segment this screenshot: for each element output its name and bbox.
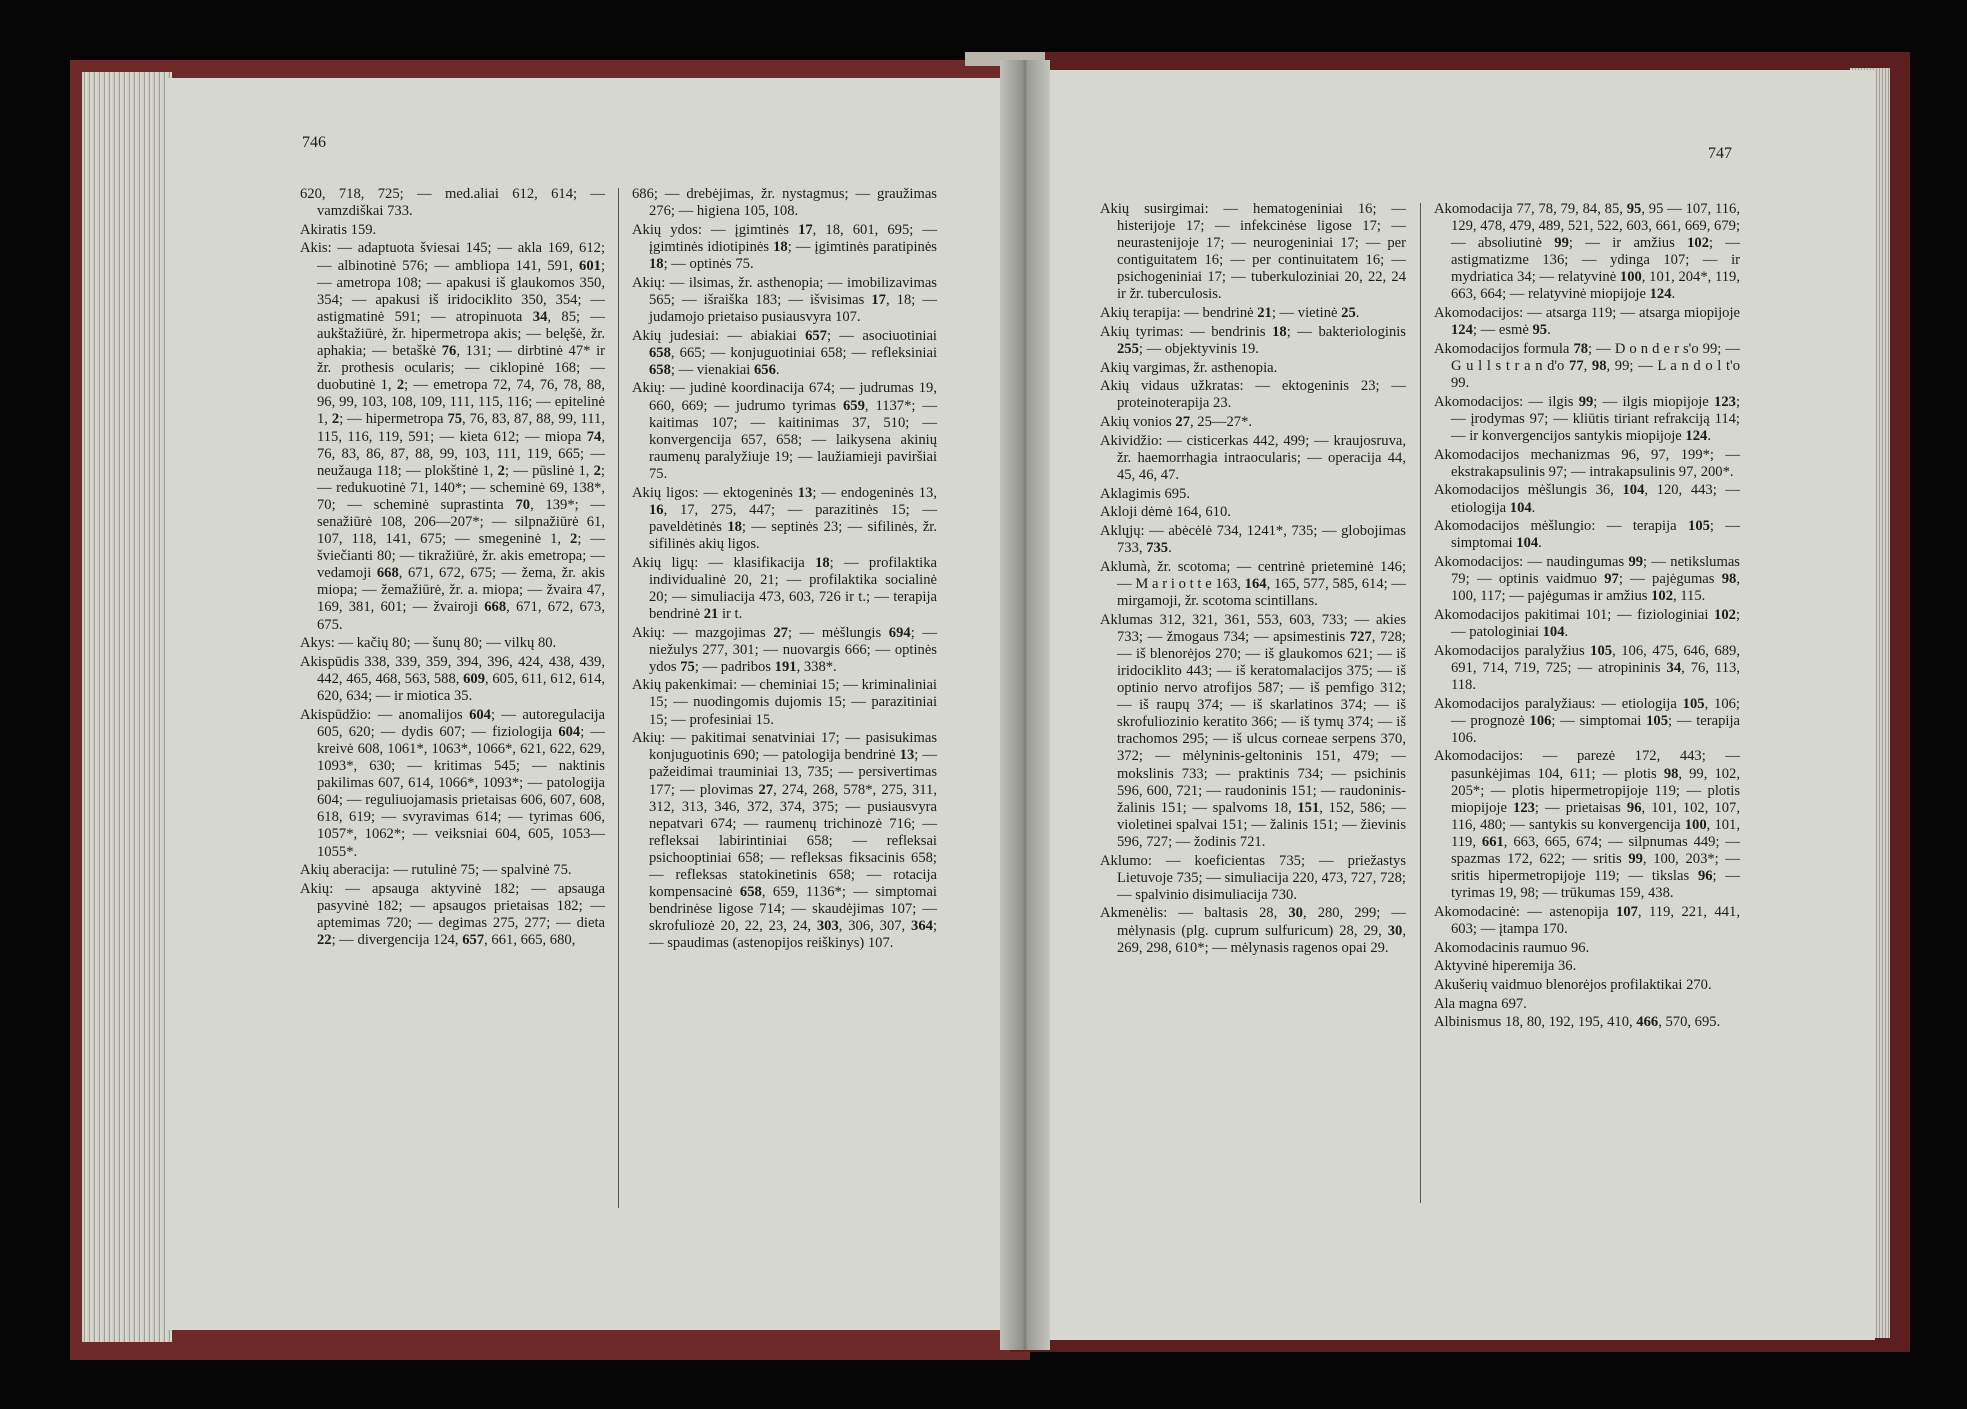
index-entry: Akmenėlis: — baltasis 28, 30, 280, 299; — mėlynasis (plg. cuprum sulfuricum) 28, 29, 30, 269, 298, 610*; — mėlynasis ragenos opai 29. bbox=[1100, 905, 1406, 956]
index-entry: Akių susirgimai: — hematogeniniai 16; — histerijoje 17; — infekcinėse ligose 17; — neurastenijoje 17; — neurogeniniai 17; — per contiguitatem 16; — per continuitatem 16; — psichogeniniai 17; — tuberkuloziniai 20, 22, 24 ir žr. tuberculosis. bbox=[1100, 201, 1406, 303]
index-entry: Akomodacijos: — ilgis 99; — ilgis miopijoje 123; — įrodymas 97; — kliūtis tiriant refrakciją 114; — ir konvergencijos santykis miopijoje 124. bbox=[1434, 393, 1740, 444]
index-entry: Akių vargimas, žr. asthenopia. bbox=[1100, 359, 1278, 376]
index-entry: Aklumà, žr. scotoma; — centrinė prieteminė 146; — M a r i o t t e 163, 164, 165, 577, 585, 614; — mirgamoji, žr. scotoma scintillans. bbox=[1100, 558, 1407, 609]
index-entry: Aklumo: — koeficientas 735; — priežastys Lietuvoje 735; — simuliacija 220, 473, 727, 728; — spalvinio disimuliacija 730. bbox=[1100, 852, 1406, 903]
right-page-number: 747 bbox=[1708, 145, 1732, 162]
right-column-rule bbox=[1420, 203, 1421, 1203]
index-entry: Akių judesiai: — abiakiai 657; — asociuotiniai 658, 665; — konjuguotiniai 658; — refleksiniai 658; — vienakiai 656. bbox=[632, 327, 937, 378]
index-entry: Akių aberacija: — rutulinė 75; — spalvinė 75. bbox=[300, 862, 572, 879]
index-entry: Albinismus 18, 80, 192, 195, 410, 466, 570, 695. bbox=[1434, 1014, 1721, 1031]
index-entry: Akių ydos: — įgimtinės 17, 18, 601, 695; — įgimtinės idiotipinės 18; — įgimtinės paratipinės 18; — optinės 75. bbox=[632, 221, 937, 272]
index-entry: Akių ligų: — klasifikacija 18; — profilaktika individualinė 20, 21; — profilaktika socialinė 20; — simuliacija 473, 603, 726 ir t.; — terapija bendrinė 21 ir t. bbox=[632, 554, 938, 622]
index-entry: Akių: — judinė koordinacija 674; — judrumas 19, 660, 669; — judrumo tyrimas 659, 1137*; — kaitimas 107; — kaitinimas 37, 510; — konvergencija 657, 658; — laikysena akinių raumenų paralyžiuje 19; — laužiamieji paviršiai 75. bbox=[632, 380, 937, 482]
index-entry: Akomodacijos pakitimai 101; — fiziologiniai 102; — patologiniai 104. bbox=[1434, 606, 1740, 640]
index-entry: Akloji dėmė 164, 610. bbox=[1100, 504, 1231, 521]
index-entry: Akių terapija: — bendrinė 21; — vietinė 25. bbox=[1100, 305, 1360, 322]
left-column-rule bbox=[618, 188, 619, 1208]
index-entry: Akių: — pakitimai senatviniai 17; — pasisukimas konjuguotinis 690; — patologija bendrinė 13; — pažeidimai trauminiai 13, 735; — persivertimas 177; — plovimas 27, 274, 268, 578*, 275, 311, 312, 313, 346, 372, 374, 375; — pusiausvyra nepatvari 674; — raumenų trichinozė 716; — refleksai labirintiniai 658; — refleksai psichooptiniai 658; — refleksas fiksacinis 658; — refleksas statokinetinis 658; — rotacija kompensacinė 658, 659, 1136*; — simptomai bendrinėse ligose 714; — skaudėjimas 107; — skrofuliozė 20, 22, 23, 24, 303, 306, 307, 364; — spaudimas (astenopijos reiškinys) 107. bbox=[632, 730, 938, 952]
index-entry: Akomodacijos paralyžius 105, 106, 475, 646, 689, 691, 714, 719, 725; — atropininis 34, 76, 113, 118. bbox=[1434, 642, 1741, 693]
index-entry: Akių vonios 27, 25—27*. bbox=[1100, 414, 1253, 431]
index-entry: Akomodacijos: — atsarga 119; — atsarga miopijoje 124; — esmė 95. bbox=[1434, 305, 1740, 339]
index-entry: Akispūdžio: — anomalijos 604; — autoregulacija 605, 620; — dydis 607; — fiziologija 604; — kreivė 608, 1061*, 1063*, 1066*, 621, 622, 629, 1093*, 630; — kritimas 545; — naktinis pakilimas 607, 614, 1066*, 1093*; — patologija 604; — reguliuojamasis prietaisas 606, 607, 608, 618, 619; — svyravimas 614; — tyrimas 606, 1057*, 1062*; — veiksniai 604, 605, 1053—1055*. bbox=[300, 706, 606, 860]
index-entry: Akomodacijos: — parezė 172, 443; — pasunkėjimas 104, 611; — plotis 98, 99, 102, 205*; — plotis hipermetropijoje 119; — plotis miopijoje 123; — prietaisas 96, 101, 102, 107, 116, 480; — santykis su konvergencija 100, 101, 119, 661, 663, 665, 674; — silpnumas 449; — spazmas 172, 622; — sritis 99, 100, 203*; — sritis hipermetropijoje 119; — tikslas 96; — tyrimas 19, 98; — trūkumas 159, 438. bbox=[1434, 748, 1740, 902]
page-edges-left bbox=[82, 72, 172, 1342]
index-entry: Akispūdis 338, 339, 359, 394, 396, 424, 438, 439, 442, 465, 468, 563, 588, 609, 605, 611, 612, 614, 620, 634; — ir miotica 35. bbox=[300, 653, 606, 705]
right-page-column-2 bbox=[1434, 201, 1740, 1033]
index-entry: Akomodacijos mėšlungio: — terapija 105; — simptomai 104. bbox=[1434, 518, 1740, 552]
index-entry: Akis: — adaptuota šviesai 145; — akla 169, 612; — albinotinė 576; — ambliopa 141, 591, 601; — ametropa 108; — apakusi iš glaukomos 350, 354; — apakusi iš iridociklito 350, 354; — astigmatinė 591; — atropinuota 34, 85; — aukštažiūrė, žr. hipermetropa akis; — belęšė, žr. aphakia; — betaškė 76, 131; — dirbtinė 47* ir žr. prothesis ocularis; — ciklopinė 168; — duobutinė 1, 2; — emetropa 72, 74, 76, 78, 88, 96, 99, 103, 108, 109, 111, 115, 116; — epitelinė 1, 2; — hipermetropa 75, 76, 83, 87, 88, 99, 111, 115, 116, 119, 591; — kieta 612; — miopa 74, 76, 83, 86, 87, 88, 99, 103, 111, 119, 665; — neužauga 118; — plokštinė 1, 2; — pūslinė 1, 2; — redukuotinė 71, 140*; — scheminė 69, 138*, 70; — scheminė suprastinta 70, 139*; — senažiūrė 108, 206—207*; — silpnažiūrė 61, 107, 118, 141, 675; — smegeninė 1, 2; — šviečianti 80; — tikražiūrė, žr. akis emetropa; — vedamoji 668, 671, 672, 675; — žema, žr. akis miopa; — žemažiūrė, žr. a. miopa; — žvaira 47, 169, 381, 601; — žvairoji 668, 671, 672, 673, 675. bbox=[300, 240, 606, 633]
index-entry: Akių ligos: — ektogeninės 13; — endogeninės 13, 16, 17, 275, 447; — parazitinės 15; — paveldėtinės 18; — septinės 23; — sifilinės, žr. sifilinės akių ligos. bbox=[632, 484, 938, 552]
left-page-number: 746 bbox=[302, 134, 326, 151]
index-entry: Akomodacijos: — naudingumas 99; — netikslumas 79; — optinis vaidmuo 97; — pajėgumas 98, 100, 117; — pajėgumas ir amžius 102, 115. bbox=[1434, 554, 1740, 605]
index-entry: Akomodacija 77, 78, 79, 84, 85, 95, 95 — 107, 116, 129, 478, 479, 489, 521, 522, 603, 661, 669, 679; — absoliutinė 99; — ir amžius 102; — astigmatizme 136; — ydinga 107; — ir mydriatica 34; — relatyvinė 100, 101, 204*, 119, 663, 664; — relatyvinė miopijoje 124. bbox=[1434, 201, 1740, 303]
index-entry: Akys: — kačių 80; — šunų 80; — vilkų 80. bbox=[300, 635, 557, 652]
index-entry: Akiratis 159. bbox=[300, 221, 377, 238]
index-entry: Akomodacijos formula 78; — D o n d e r s'o 99; — G u l l s t r a n d'o 77, 98, 99; — L a n d o l t'o 99. bbox=[1434, 340, 1740, 392]
index-entry: Akomodacijos mechanizmas 96, 97, 199*; — ekstrakapsulinis 97; — intrakapsulinis 97, 200*. bbox=[1434, 446, 1740, 480]
index-entry: Akušerių vaidmuo blenorėjos profilaktikai 270. bbox=[1434, 977, 1712, 994]
index-entry: Aklumas 312, 321, 361, 553, 603, 733; — akies 733; — žmogaus 734; — apsimestinis 727, 728; — iš blenorėjos 270; — iš glaukomos 621; — iš iridociklito 443; — iš keratomalacijos 375; — iš optinio nervo atrofijos 587; — iš pemfigo 312; — iš raupų 374; — iš skarlatinos 374; — iš skrofuliozinio keratito 366; — iš tymų 374; — iš trachomos 295; — iš ulcus corneae serpens 370, 372; — mėlyninis-geltoninis 151, 479; — mokslinis 733; — praktinis 734; — psichinis 596, 600, 721; — raudoninis 151; — raudoninis-žalinis 151; — spalvoms 18, 151, 152, 586; — violetinei spalvai 151; — žalinis 151; — žievinis 596, 727; — žodinis 721. bbox=[1100, 611, 1406, 850]
index-entry: Akių: — mazgojimas 27; — mėšlungis 694; — niežulys 277, 301; — nuovargis 666; — optinės ydos 75; — padribos 191, 338*. bbox=[632, 624, 938, 675]
index-entry: Akių vidaus užkratas: — ektogeninis 23; — proteinoterapija 23. bbox=[1100, 378, 1406, 412]
left-page-column-1 bbox=[300, 186, 605, 951]
index-entry: Akomodacijos mėšlungis 36, 104, 120, 443; — etiologija 104. bbox=[1434, 482, 1740, 516]
index-entry: Akomodacijos paralyžiaus: — etiologija 105, 106; — prognozė 106; — simptomai 105; — terapija 106. bbox=[1434, 695, 1740, 746]
index-entry: Akividžio: — cisticerkas 442, 499; — kraujosruva, žr. haemorrhagia intraocularis; — operacija 44, 45, 46, 47. bbox=[1100, 432, 1406, 483]
index-entry: Akių pakenkimai: — cheminiai 15; — kriminaliniai 15; — nuodingomis dujomis 15; — parazitiniai 15; — profesiniai 15. bbox=[632, 677, 937, 728]
right-page-column-1 bbox=[1100, 201, 1406, 958]
index-entry: Akių tyrimas: — bendrinis 18; — bakteriologinis 255; — objektyvinis 19. bbox=[1100, 323, 1406, 357]
index-entry: Akomodacinė: — astenopija 107, 119, 221, 441, 603; — įtampa 170. bbox=[1434, 903, 1740, 937]
index-entry: Aktyvinė hiperemija 36. bbox=[1434, 958, 1577, 975]
index-entry: Aklagimis 695. bbox=[1100, 485, 1190, 502]
index-entry: Akių: — ilsimas, žr. asthenopia; — imobilizavimas 565; — išraiška 183; — išvisimas 17, 18; — judamojo prietaiso pusiausvyra 107. bbox=[632, 274, 937, 325]
index-entry: Ala magna 697. bbox=[1434, 995, 1527, 1012]
index-entry: 686; — drebėjimas, žr. nystagmus; — graužimas 276; — higiena 105, 108. bbox=[632, 186, 937, 220]
index-entry: Aklųjų: — abėcėlė 734, 1241*, 735; — globojimas 733, 735. bbox=[1100, 523, 1406, 557]
index-entry: Akių: — apsauga aktyvinė 182; — apsauga pasyvinė 182; — apsaugos prietaisas 182; — aptemimas 720; — degimas 275, 277; — dieta 22; — divergencija 124, 657, 661, 665, 680, bbox=[300, 880, 605, 949]
left-page-column-2 bbox=[632, 186, 937, 954]
book-gutter bbox=[1000, 60, 1050, 1350]
index-entry: Akomodacinis raumuo 96. bbox=[1434, 939, 1590, 956]
index-entry: 620, 718, 725; — med.aliai 612, 614; — vamzdiškai 733. bbox=[300, 186, 605, 220]
